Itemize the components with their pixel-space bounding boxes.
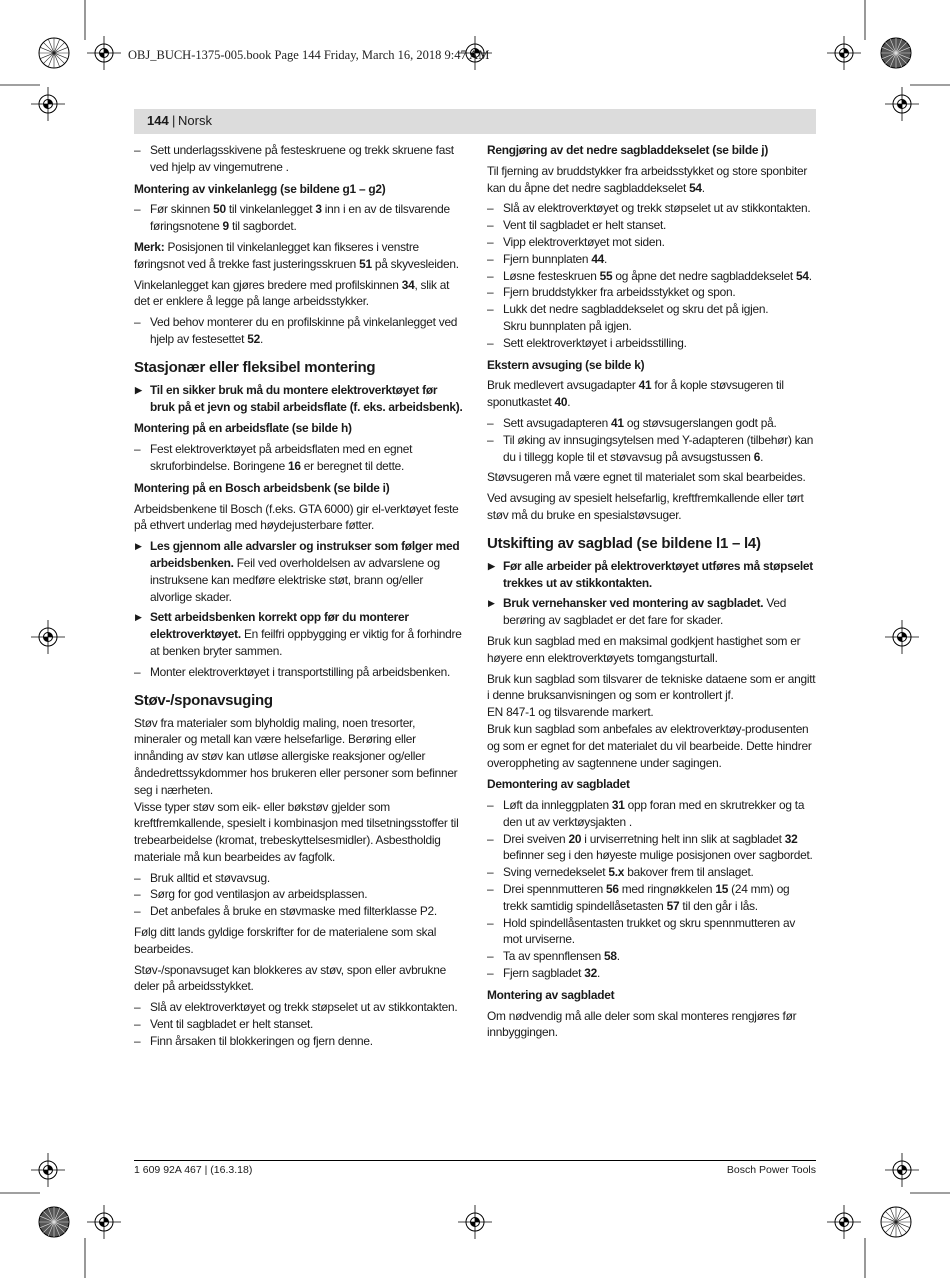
list-item: – Vent til sagbladet er helt stanset.	[487, 217, 816, 234]
list-item: – Drei sveiven 20 i urviserretning helt inn slik at sagbladet 32 befinner seg i den høyeste mulige posisjonen over sagbordet.	[487, 831, 816, 865]
section-heading: Montering på en arbeidsflate (se bilde h)	[134, 421, 352, 436]
warning-item: ▶ Les gjennom alle advarsler og instrukser som følger med arbeidsbenken. Feil ved overholdelsen av advarslene og instruksene kan medføre elektriske støt, brann og/eller alvorlige skader.	[134, 538, 463, 605]
list-item: – Fjern bunnplaten 44.	[487, 251, 816, 268]
running-header	[134, 109, 816, 134]
list-item: – Fjern bruddstykker fra arbeidsstykket og spon.	[487, 284, 816, 301]
list-item: – Slå av elektroverktøyet og trekk støpselet ut av stikkontakten.	[487, 200, 816, 217]
bullet-list	[134, 664, 463, 681]
warning-list	[487, 558, 816, 629]
list-item: – Løsne festeskruen 55 og åpne det nedre sagbladdekselet 54.	[487, 268, 816, 285]
footer-rule	[134, 1160, 816, 1161]
list-item: – Bruk alltid et støvavsug.	[134, 870, 463, 887]
paragraph: Visse typer støv som eik- eller bøkstøv gjelder som kreftfremkallende, spesielt i kombinasjon med tilsetningsstoffer til trebearbeidelse (kromat, trebeskyttelsesmidler). Asbestholdig materiale må kun bearbeides av fagfolk.	[134, 799, 459, 864]
paragraph: Arbeidsbenkene til Bosch (f.eks. GTA 6000) gir el-verktøyet feste på ethvert underlag med høydejusterbare føtter.	[134, 501, 459, 533]
list-item: – Sving vernedekselet 5.x bakover frem til anslaget.	[487, 864, 816, 881]
warning-item: ▶ Sett arbeidsbenken korrekt opp før du monterer elektroverktøyet. En feilfri oppbygging er viktig for å forhindre at benken bryter sammen.	[134, 609, 463, 659]
section-heading: Montering på en Bosch arbeidsbenk (se bilde i)	[134, 480, 390, 495]
list-item: – Vipp elektroverktøyet mot siden.	[487, 234, 816, 251]
list-item: – Vent til sagbladet er helt stanset.	[134, 1016, 463, 1033]
paragraph: Støvsugeren må være egnet til materialet som skal bearbeides.	[487, 470, 806, 485]
footer-document-id: 1 609 92A 467 | (16.3.18)	[134, 1164, 253, 1176]
paragraph: Bruk kun sagblad som tilsvarer de tekniske dataene som er angitt i denne bruksanvisningen og som er kontrollert jf. EN 847-1 og tilsvarende markert.	[487, 671, 816, 720]
paragraph: Bruk kun sagblad med en maksimal godkjent hastighet som er høyere enn elektroverktøyets tomgangsturtall.	[487, 633, 801, 665]
list-item: – Hold spindellåsentasten trukket og skru spennmutteren av mot urviserne.	[487, 915, 816, 949]
footer-brand: Bosch Power Tools	[726, 1164, 816, 1176]
section-heading: Ekstern avsuging (se bilde k)	[487, 357, 645, 372]
bullet-list	[134, 201, 463, 235]
bullet-list	[487, 415, 816, 465]
section-heading: Montering av sagbladet	[487, 987, 615, 1002]
list-item: – Finn årsaken til blokkeringen og fjern denne.	[134, 1033, 463, 1050]
paragraph: Om nødvendig må alle deler som skal monteres rengjøres før innbyggingen.	[487, 1008, 797, 1040]
paragraph: Følg ditt lands gyldige forskrifter for de materialene som skal bearbeides.	[134, 925, 437, 956]
section-title: Støv-/sponavsuging	[134, 691, 273, 709]
paragraph: Vinkelanlegget kan gjøres bredere med profilskinnen 34, slik at det er enklere å legge på lange arbeidsstykker.	[134, 277, 450, 309]
bullet-list	[134, 999, 463, 1049]
bullet-list	[134, 142, 463, 176]
header-separator: |	[172, 113, 176, 128]
page-number: 144	[147, 113, 169, 128]
list-item: – Ved behov monterer du en profilskinne på vinkelanlegget ved hjelp av festesettet 52.	[134, 314, 463, 348]
paragraph: Bruk kun sagblad som anbefales av elektroverktøy-produsenten og som er egnet for det materialet du vil bearbeide. Dette hindrer overoppheting av sagtennene under sagingen.	[487, 721, 812, 770]
paragraph: Til fjerning av bruddstykker fra arbeidsstykket og store sponbiter kan du åpne det nedre sagbladdekselet 54.	[487, 163, 808, 195]
paragraph: Støv-/sponavsuget kan blokkeres av støv, spon eller avbrukne deler på arbeidsstykket.	[134, 962, 446, 994]
left-column	[134, 142, 463, 1054]
list-item: – Slå av elektroverktøyet og trekk støpselet ut av stikkontakten.	[134, 999, 463, 1016]
list-item: – Monter elektroverktøyet i transportstilling på arbeidsbenken.	[134, 664, 463, 681]
bullet-list	[487, 797, 816, 982]
section-heading: Montering av vinkelanlegg (se bildene g1 – g2)	[134, 181, 386, 196]
section-heading: Rengjøring av det nedre sagbladdekselet (se bilde j)	[487, 143, 769, 157]
list-item: – Lukk det nedre sagbladdekselet og skru det på igjen. Skru bunnplaten på igjen.	[487, 301, 816, 335]
list-item: – Det anbefales å bruke en støvmaske med filterklasse P2.	[134, 903, 463, 920]
list-item: – Sett avsugadapteren 41 og støvsugerslangen godt på.	[487, 415, 816, 432]
print-slug: OBJ_BUCH-1375-005.book Page 144 Friday, March 16, 2018 9:47 AM	[128, 48, 490, 62]
list-item: – Sett underlagsskivene på festeskruene og trekk skruene fast ved hjelp av vingemutrene .	[134, 142, 463, 176]
list-item: – Før skinnen 50 til vinkelanlegget 3 inn i en av de tilsvarende føringsnotene 9 til sagbordet.	[134, 201, 463, 235]
list-item: – Til øking av innsugingsytelsen med Y-adapteren (tilbehør) kan du i tillegg kople til et støvavsug på avsugstussen 6.	[487, 432, 816, 466]
list-item: – Drei spennmutteren 56 med ringnøkkelen 15 (24 mm) og trekk samtidig spindellåsetasten 57 til den går i lås.	[487, 881, 816, 915]
warning-list	[134, 538, 463, 660]
list-item: – Sett elektroverktøyet i arbeidsstilling.	[487, 335, 816, 352]
list-item: – Løft da innleggplaten 31 opp foran med en skrutrekker og ta den ut av verktøysjakten .	[487, 797, 816, 831]
warning-item: ▶ Til en sikker bruk må du montere elektroverktøyet før bruk på et jevn og stabil arbeidsflate (f. eks. arbeidsbenk).	[134, 382, 463, 416]
warning-item: ▶ Før alle arbeider på elektroverktøyet utføres må støpselet trekkes ut av stikkontakten.	[487, 558, 816, 592]
list-item: – Fest elektroverktøyet på arbeidsflaten med en egnet skruforbindelse. Boringene 16 er beregnet til dette.	[134, 441, 463, 475]
bullet-list	[134, 314, 463, 348]
bullet-list	[134, 441, 463, 475]
bullet-list	[134, 870, 463, 920]
paragraph: Ved avsuging av spesielt helsefarlig, kreftfremkallende eller tørt støv må du bruke en spesialstøvsuger.	[487, 491, 804, 522]
section-heading: Demontering av sagbladet	[487, 777, 630, 792]
paragraph: Merk: Posisjonen til vinkelanlegget kan fikseres i venstre føringsnot ved å trekke fast justeringsskruen 51 på skyvesleiden.	[134, 239, 459, 271]
warning-item: ▶ Bruk vernehansker ved montering av sagbladet. Ved berøring av sagbladet er det fare for skader.	[487, 595, 816, 629]
list-item: – Ta av spennflensen 58.	[487, 948, 816, 965]
list-item: – Fjern sagbladet 32.	[487, 965, 816, 982]
warning-list	[134, 382, 463, 416]
header-language: Norsk	[178, 113, 212, 128]
right-column	[487, 142, 816, 1045]
list-item: – Sørg for god ventilasjon av arbeidsplassen.	[134, 886, 463, 903]
paragraph: Bruk medlevert avsugadapter 41 for å kople støvsugeren til sponutkastet 40.	[487, 378, 784, 410]
paragraph: Støv fra materialer som blyholdig maling, noen tresorter, mineraler og metall kan være helsefarlige. Berøring eller innånding av støv kan utløse allergiske reaksjoner og/eller åndedrettssykdommer hos brukeren eller personer som befinner seg i nærheten.	[134, 715, 458, 797]
section-title: Utskifting av sagblad (se bildene l1 – l4)	[487, 534, 761, 552]
section-title: Stasjonær eller fleksibel montering	[134, 358, 376, 376]
bullet-list	[487, 200, 816, 351]
